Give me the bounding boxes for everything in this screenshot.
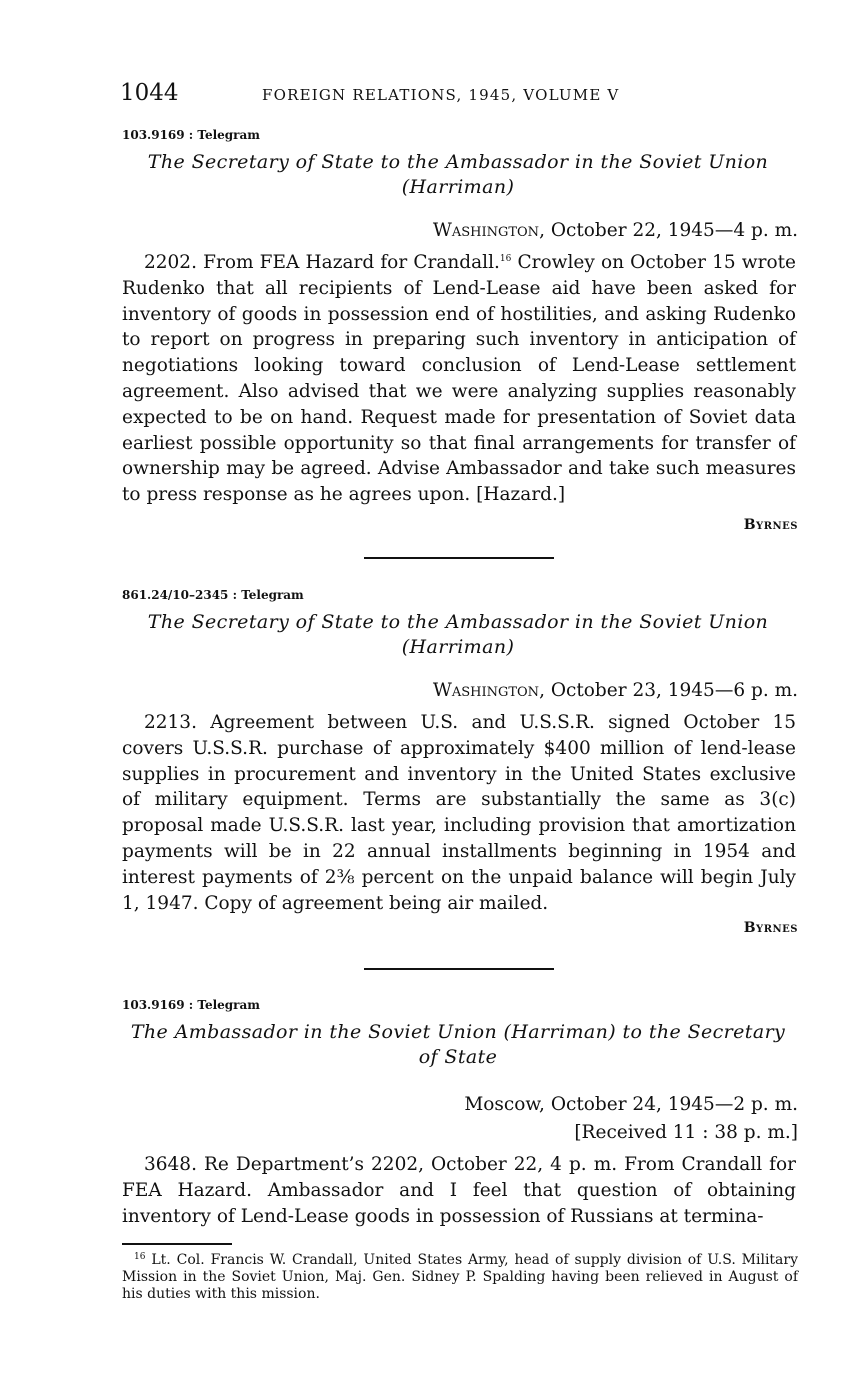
dateline (433, 220, 798, 241)
footnote (122, 1252, 798, 1303)
body-text: Crowley on October 15 wrote Rudenko that all recipients of Lend-Lease aid have been asked for inventory of goods in possession end of hostilities, and asking Rudenko to report on progress in preparing such inventory in anticipation of negotiations looking toward conclusion of Lend-Lease settlement agreement. Also advised that we were analyzing supplies reasonably expected to be on hand. Request made for presentation of Soviet data earliest possible opportunity so that final arrangements for transfer of ownership may be agreed. Advise Ambassador and take such measures to press response as he agrees upon. [Hazard.] (122, 252, 796, 506)
signature: Byrnes (743, 517, 798, 533)
body-text: 2213. Agreement between U.S. and U.S.S.R. signed October 15 covers U.S.S.R. purchase of approximately $400 million of lend-lease supplies in procurement and inventory in the United States exclusive of military equipment. Terms are substantially the same as 3(c) proposal made U.S.S.R. last year, including provision that amortization payments will be in 22 annual installments beginning in 1954 and interest payments of 2⅜ percent on the unpaid balance will begin July 1, 1947. Copy of agreement being air mailed. (122, 712, 796, 914)
file-number: 103.9169 : Telegram (122, 998, 260, 1012)
document-heading (120, 610, 796, 660)
document-body (122, 250, 796, 508)
dateline-place: Washington (432, 680, 540, 701)
heading-line: (Harriman) (401, 176, 515, 198)
document-body (122, 1152, 796, 1229)
heading-line: (Harriman) (401, 636, 515, 658)
section-divider (364, 968, 554, 970)
footnote-text: Lt. Col. Francis W. Crandall, United States Army, head of supply division of U.S. Military Mission in the Soviet Union, Maj. Gen. Sidney P. Spalding having been relieved in August of his duties with this mission. (122, 1252, 799, 1302)
dateline-time: , October 23, 1945—6 p. m. (539, 680, 798, 701)
footnote-number: 16 (134, 1252, 146, 1262)
signature: Byrnes (743, 920, 798, 936)
received-time: [Received 11 : 38 p. m.] (574, 1122, 798, 1143)
document-heading (120, 1020, 796, 1070)
dateline (433, 680, 798, 701)
heading-line: of State (418, 1046, 498, 1068)
body-text: 3648. Re Department’s 2202, October 22, 4 p. m. From Crandall for FEA Hazard. Ambassador and I feel that question of obtaining inventory of Lend-Lease goods in possession of Russians at termina- (122, 1154, 796, 1227)
heading-line: The Secretary of State to the Ambassador in the Soviet Union (147, 611, 769, 633)
section-divider (364, 557, 554, 559)
dateline: Moscow, October 24, 1945—2 p. m. (464, 1094, 798, 1115)
footnote-ref: 16 (499, 254, 512, 264)
body-text: 2202. From FEA Hazard for Crandall. (144, 252, 500, 273)
page-number: 1044 (120, 80, 179, 106)
running-title: FOREIGN RELATIONS, 1945, VOLUME V (262, 86, 620, 104)
file-number: 861.24/10–2345 : Telegram (122, 588, 304, 602)
document-body (122, 710, 796, 916)
file-number: 103.9169 : Telegram (122, 128, 260, 142)
dateline-place: Washington (432, 220, 540, 241)
footnote-divider (122, 1243, 232, 1245)
heading-line: The Ambassador in the Soviet Union (Harriman) to the Secretary (130, 1021, 786, 1043)
document-heading (120, 150, 796, 200)
heading-line: The Secretary of State to the Ambassador in the Soviet Union (147, 151, 769, 173)
dateline-time: , October 22, 1945—4 p. m. (539, 220, 798, 241)
